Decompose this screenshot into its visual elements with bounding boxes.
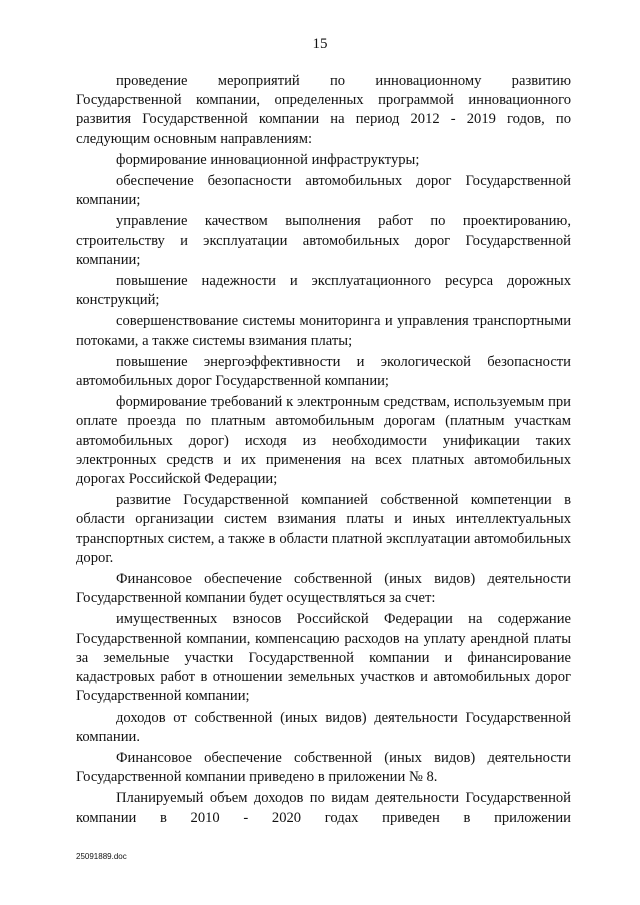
paragraph-financing-sources: Финансовое обеспечение собственной (иных видов) деятельности Государственной компании будет осуществляться за счет: [76, 571, 571, 607]
paragraph-road-safety: обеспечение безопасности автомобильных дорог Государственной компании; [76, 173, 571, 209]
paragraph-electronic-means: формирование требований к электронным средствам, используемым при оплате проезда по платным автомобильным дорогам (платным участкам автомобильных дорог) исходя из необходимости унификации таких электронных средств и их применения на всех платных автомобильных дорогах Российской Федерации; [76, 394, 571, 488]
paragraph-planned-income: Планируемый объем доходов по видам деятельности Государственной компании в 2010 - 2020 годах приведен в приложении [76, 790, 571, 826]
document-file-code: 25091889.doc [76, 852, 127, 861]
paragraph-energy-efficiency: повышение энергоэффективности и экологической безопасности автомобильных дорог Государственной компании; [76, 353, 571, 390]
paragraph-monitoring: совершенствование системы мониторинга и управления транспортными потоками, а также системы взимания платы; [76, 313, 571, 349]
paragraph-innovation-infrastructure: формирование инновационной инфраструктуры; [116, 151, 420, 168]
page-number: 15 [312, 36, 328, 52]
paragraph-innovation-intro: проведение мероприятий по инновационному развитию Государственной компании, определенных программой инновационного развития Государственной компании на период 2012 - 2019 годов, по следующим основным направлениям: [76, 73, 571, 147]
paragraph-reliability: повышение надежности и эксплуатационного ресурса дорожных конструкций; [76, 273, 571, 309]
paragraph-appendix-8: Финансовое обеспечение собственной (иных видов) деятельности Государственной компании приведено в приложении № 8. [76, 749, 571, 786]
document-body [76, 72, 571, 830]
paragraph-property-contributions: имущественных взносов Российской Федерации на содержание Государственной компании, компенсацию расходов на уплату арендной платы за земельные участки Государственной компании и финансирование кадастровых работ в отношении земельных участков и автомобильных дорог Государственной компании; [76, 611, 571, 705]
paragraph-own-income: доходов от собственной (иных видов) деятельности Государственной компании. [76, 709, 571, 745]
paragraph-competence: развитие Государственной компанией собственной компетенции в области организации систем взимания платы и иных интеллектуальных транспортных систем, а также в области платной эксплуатации автомобильных дорог. [76, 492, 571, 566]
paragraph-quality-management: управление качеством выполнения работ по проектированию, строительству и эксплуатации автомобильных дорог Государственной компании; [76, 213, 571, 268]
